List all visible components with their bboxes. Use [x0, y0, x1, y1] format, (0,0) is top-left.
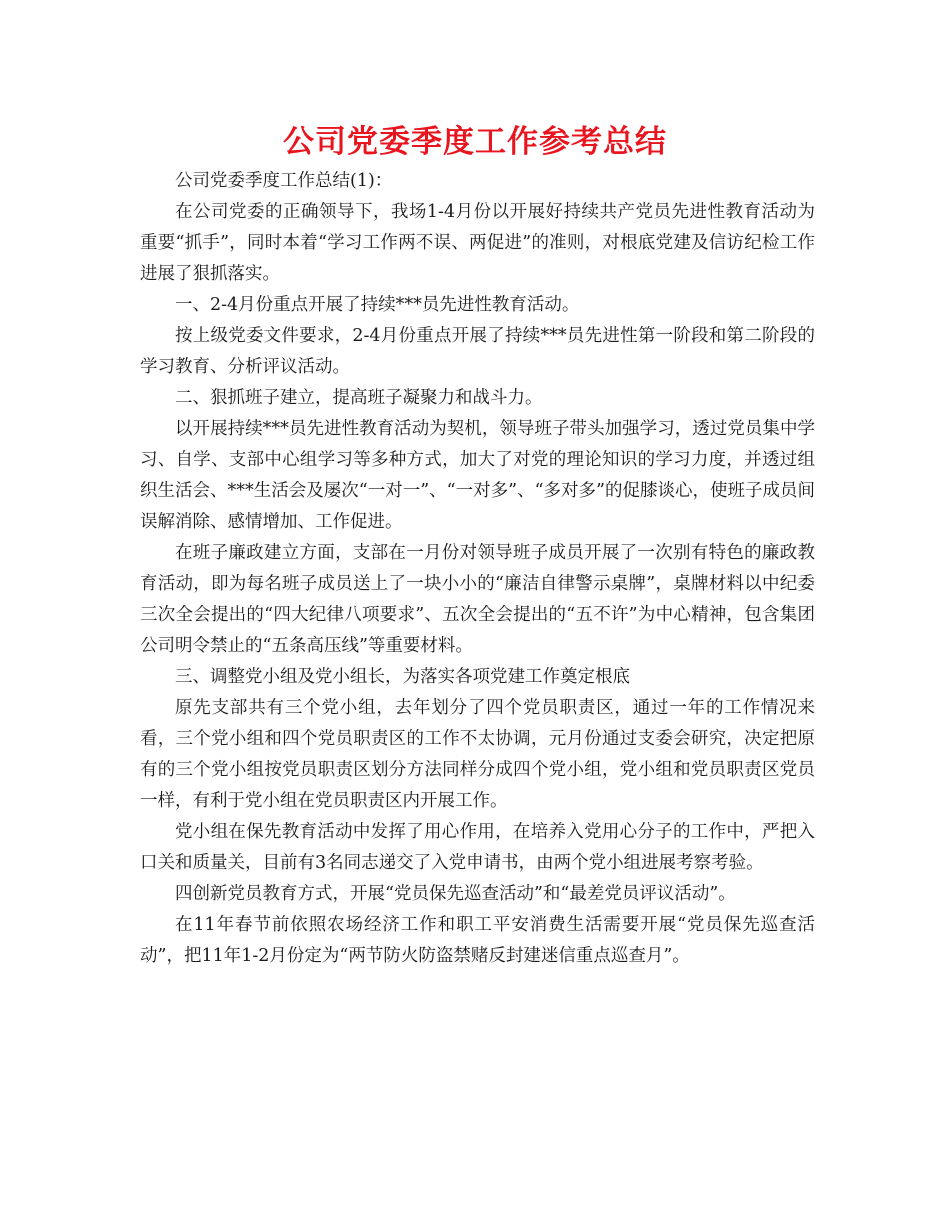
paragraph-6: 以开展持续***员先进性教育活动为契机，领导班子带头加强学习，透过党员集中学习、自学、支部中心组学习等多种方式，加大了对党的理论知识的学习力度，并透过组织生活会、***生活会及屡次“一对一”、“一对多”、“多对多”的促膝谈心，使班子成员间误解消除、感情增加、工作促进。	[140, 419, 815, 532]
paragraph-2: 在公司党委的正确领导下，我场1-4月份以开展好持续共产党员先进性教育活动为重要“抓手”，同时本着“学习工作两不误、两促进”的准则，对根底党建及信访纪检工作进展了狠抓落实。	[140, 202, 815, 284]
paragraph-12: 在11年春节前依照农场经济工作和职工平安消费生活需要开展“党员保先巡查活动”，把11年1-2月份定为“两节防火防盗禁赌反封建迷信重点巡查月”。	[140, 915, 815, 966]
paragraph-4: 按上级党委文件要求，2-4月份重点开展了持续***员先进性第一阶段和第二阶段的学习教育、分析评议活动。	[140, 326, 815, 377]
paragraph-7: 在班子廉政建立方面，支部在一月份对领导班子成员开展了一次别有特色的廉政教育活动，即为每名班子成员送上了一块小小的“廉洁自律警示桌牌”，桌牌材料以中纪委三次全会提出的“四大纪律八项要求”、五次全会提出的“五不许”为中心精神，包含集团公司明令禁止的“五条高压线”等重要材料。	[140, 543, 815, 656]
paragraph-11: 四创新党员教育方式，开展“党员保先巡查活动”和“最差党员评议活动”。	[175, 884, 736, 904]
paragraph-3: 一、2-4月份重点开展了持续***员先进性教育活动。	[175, 295, 580, 315]
document-body	[140, 166, 815, 972]
paragraph-8: 三、调整党小组及党小组长，为落实各项党建工作奠定根底	[175, 667, 630, 687]
paragraph-10: 党小组在保先教育活动中发挥了用心作用，在培养入党用心分子的工作中，严把入口关和质量关，目前有3名同志递交了入党申请书，由两个党小组进展考察考验。	[140, 822, 815, 873]
document-title: 公司党委季度工作参考总结	[283, 124, 667, 160]
paragraph-1: 公司党委季度工作总结(1)：	[175, 171, 393, 191]
paragraph-9: 原先支部共有三个党小组，去年划分了四个党员职责区，通过一年的工作情况来看，三个党小组和四个党员职责区的工作不太协调，元月份通过支委会研究，决定把原有的三个党小组按党员职责区划分方法同样分成四个党小组，党小组和党员职责区党员一样，有利于党小组在党员职责区内开展工作。	[140, 698, 815, 811]
paragraph-5: 二、狠抓班子建立，提高班子凝聚力和战斗力。	[175, 388, 543, 408]
